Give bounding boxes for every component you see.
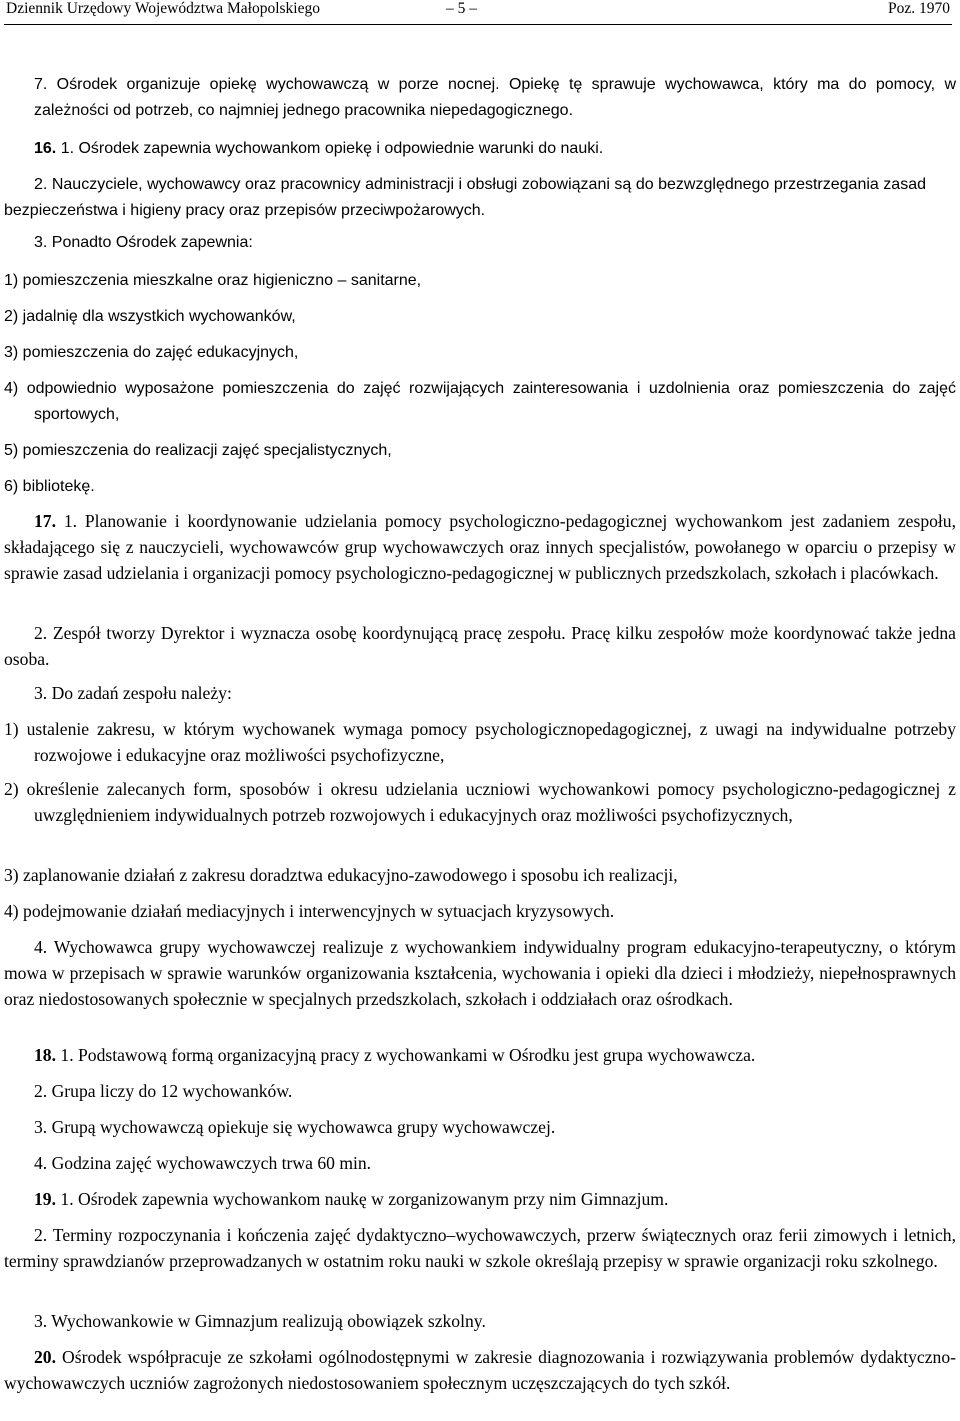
journal-title: Dziennik Urzędowy Województwa Małopolskiego xyxy=(6,0,320,17)
section-18-paragraph-2: 2. Grupa liczy do 12 wychowanków. xyxy=(34,1081,293,1101)
section-18-number: 18. xyxy=(34,1045,56,1065)
section-18-text-1: 1. Podstawową formą organizacyjną pracy z wychowankami w Ośrodku jest grupa wychowawcza. xyxy=(56,1045,756,1065)
list-item: 4) odpowiednio wyposażone pomieszczenia do zajęć rozwijających zainteresowania i uzdolnienia oraz pomieszczenia do zajęć sportowych, xyxy=(4,380,956,423)
section-16-paragraph-3: 3. Ponadto Ośrodek zapewnia: xyxy=(34,234,253,251)
section-18-paragraph-3: 3. Grupą wychowawczą opiekuje się wychowawca grupy wychowawczej. xyxy=(34,1117,556,1137)
list-item: 2) jadalnię dla wszystkich wychowanków, xyxy=(4,308,296,325)
section-17-paragraph-4: 4. Wychowawca grupy wychowawczej realizuje z wychowankiem indywidualny program edukacyjno-terapeutyczny, o którym mowa w przepisach w sprawie warunków organizowania kształcenia, wychowania i opieki dla dzieci i młodzieży, niepełnosprawnych oraz niedostosowanych społecznie w specjalnych przedszkolach, szkołach i oddziałach oraz ośrodkach. xyxy=(4,937,956,1009)
section-19-paragraph-1 xyxy=(34,1186,956,1212)
page-header xyxy=(4,0,952,25)
list-item: 2) określenie zalecanych form, sposobów i okresu udzielania uczniowi wychowankowi pomocy psychologiczno-pedagogicznej z uwzględnieniem indywidualnych potrzeb rozwojowych i edukacyjnych oraz możliwości psychofizycznych, xyxy=(4,779,956,825)
section-17-paragraph-2: 2. Zespół tworzy Dyrektor i wyznacza osobę koordynującą pracę zespołu. Pracę kilku zespołów może koordynować także jedna osoba. xyxy=(4,623,956,669)
list-item: 3) pomieszczenia do zajęć edukacyjnych, xyxy=(4,344,299,361)
list-item: 1) pomieszczenia mieszkalne oraz higieniczno – sanitarne, xyxy=(4,272,422,289)
list-item: 4) podejmowanie działań mediacyjnych i interwencyjnych w sytuacjach kryzysowych. xyxy=(4,901,615,921)
section-16-text-1: 1. Ośrodek zapewnia wychowankom opiekę i odpowiednie warunki do nauki. xyxy=(56,140,604,157)
section-17-text-1: 1. Planowanie i koordynowanie udzielania pomocy psychologiczno-pedagogicznej wychowankom jest zadaniem zespołu, składającego się z nauczycieli, wychowawców grup wychowawczych oraz innych specjalistów, powołanego w oparciu o przepisy w sprawie zasad udzielania i organizacji pomocy psychologiczno-pedagogicznej w publicznych przedszkolach, szkołach i placówkach. xyxy=(4,511,956,583)
section-18-paragraph-4: 4. Godzina zajęć wychowawczych trwa 60 min. xyxy=(34,1153,372,1173)
section-20-paragraph-1 xyxy=(4,1344,956,1396)
section-19-text-1: 1. Ośrodek zapewnia wychowankom naukę w zorganizowanym przy nim Gimnazjum. xyxy=(56,1189,669,1209)
list-item: 3) zaplanowanie działań z zakresu doradztwa edukacyjno-zawodowego i sposobu ich realizacji, xyxy=(4,865,678,885)
paragraph-7: 7. Ośrodek organizuje opiekę wychowawczą w porze nocnej. Opiekę tę sprawuje wychowawca, który ma do pomocy, w zależności od potrzeb, co najmniej jednego pracownika niepedagogicznego. xyxy=(34,76,956,119)
section-16-paragraph-2-wrap xyxy=(4,172,926,224)
section-17-paragraph-1 xyxy=(4,508,956,586)
section-19-paragraph-3: 3. Wychowankowie w Gimnazjum realizują obowiązek szkolny. xyxy=(34,1311,486,1331)
section-17-paragraph-3: 3. Do zadań zespołu należy: xyxy=(34,683,232,703)
section-17-number: 17. xyxy=(34,511,56,531)
position-number: Poz. 1970 xyxy=(888,0,950,17)
section-16-paragraph-2: 2. Nauczyciele, wychowawcy oraz pracownicy administracji i obsługi zobowiązani są do bezwzględnego przestrzegania zasad bezpieczeństwa i higieny pracy oraz przepisów przeciwpożarowych. xyxy=(4,176,926,219)
list-item: 5) pomieszczenia do realizacji zajęć specjalistycznych, xyxy=(4,442,392,459)
section-16-number: 16. xyxy=(34,140,57,157)
section-20-text-1: Ośrodek współpracuje ze szkołami ogólnodostępnymi w zakresie diagnozowania i rozwiązywania problemów dydaktyczno-wychowawczych uczniów zagrożonych niedostosowaniem społecznym uczęszczających do tych szkół. xyxy=(4,1347,956,1393)
list-item: 6) bibliotekę. xyxy=(4,478,95,495)
section-18-paragraph-1 xyxy=(34,1042,956,1068)
section-19-paragraph-2: 2. Terminy rozpoczynania i kończenia zajęć dydaktyczno–wychowawczych, przerw świątecznych oraz ferii zimowych i letnich, terminy sprawdzianów przeprowadzanych w ostatnim roku nauki w szkole określają przepisy w sprawie organizacji roku szkolnego. xyxy=(4,1225,956,1271)
section-19-number: 19. xyxy=(34,1189,56,1209)
page-number: – 5 – xyxy=(446,0,477,17)
section-16-paragraph-1 xyxy=(34,136,956,162)
list-item: 1) ustalenie zakresu, w którym wychowanek wymaga pomocy psychologicznopedagogicznej, z uwagi na indywidualne potrzeby rozwojowe i edukacyjne oraz możliwości psychofizyczne, xyxy=(4,719,956,765)
section-20-number: 20. xyxy=(34,1347,56,1367)
